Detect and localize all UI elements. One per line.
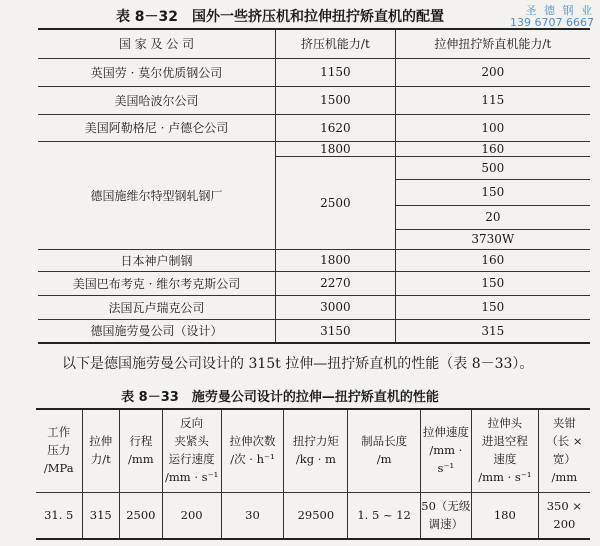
data-cell: 30 <box>221 493 284 540</box>
table-8-33 <box>36 408 590 540</box>
table-row <box>36 493 590 540</box>
header-cell: 拉伸 力/t <box>82 409 120 493</box>
extrusion: 2270 <box>276 271 396 295</box>
watermark-name: 圣 德 钢 业 <box>525 4 594 17</box>
stretch: 315 <box>481 323 505 338</box>
extrusion: 1150 <box>276 58 396 86</box>
company: 美国阿勒格尼 · 卢德仑公司 <box>38 114 276 141</box>
header-cell: 行程 /mm <box>120 409 163 493</box>
data-cell: 2500 <box>120 493 163 540</box>
table-row <box>38 86 590 114</box>
table-row <box>38 249 590 271</box>
header-cell: 工作 压力 /MPa <box>36 409 82 493</box>
stretch: 200 <box>395 58 590 86</box>
stretch: 150 <box>395 271 590 295</box>
table-row <box>38 295 590 319</box>
extrusion: 1500 <box>276 86 396 114</box>
table-row <box>38 271 590 295</box>
header-cell: 夹钳 （长 × 宽） /mm <box>538 409 590 493</box>
company: 美国哈波尔公司 <box>38 86 276 114</box>
table-header-row <box>38 29 590 58</box>
extrusion: 3000 <box>276 295 396 319</box>
stretch: 160 <box>395 141 590 156</box>
header-cell: 拉伸次数 /次 · h⁻¹ <box>221 409 284 493</box>
header-cell: 拉伸速度 /mm · s⁻¹ <box>420 409 471 493</box>
header-extrusion: 挤压机能力/t <box>276 29 396 58</box>
data-cell: 29500 <box>284 493 348 540</box>
header-cell: 拉伸头 进退空程 速度 /mm · s⁻¹ <box>471 409 538 493</box>
extrusion: 1800 <box>276 249 396 271</box>
stretch: 100 <box>395 114 590 141</box>
header-cell: 反向 夹紧头 运行速度 /mm · s⁻¹ <box>162 409 221 493</box>
header-cell: 扭拧力矩 /kg · m <box>284 409 348 493</box>
stretch: 500 <box>395 156 590 179</box>
data-cell: 180 <box>471 493 538 540</box>
data-cell: 50（无级 调速） <box>420 493 471 540</box>
body-paragraph: 以下是德国施劳曼公司设计的 315t 拉伸—扭拧矫直机的性能（表 8－33）。 <box>62 356 534 372</box>
stretch: 3730W <box>395 229 590 249</box>
stretch: 20 <box>395 205 590 229</box>
table2-title: 表 8－33 施劳曼公司设计的拉伸—扭拧矫直机的性能 <box>121 390 439 405</box>
stretch: 115 <box>395 86 590 114</box>
header-cell: 制品长度 /m <box>348 409 420 493</box>
header-company: 国 家 及 公 司 <box>38 29 276 58</box>
table1-title: 表 8－32 国外一些挤压机和拉伸扭拧矫直机的配置 <box>115 9 445 25</box>
company: 日本神户制钢 <box>38 249 276 271</box>
table-row <box>38 58 590 86</box>
stretch: 150 <box>395 179 590 205</box>
table-header-row <box>36 409 590 493</box>
extrusion: 1620 <box>276 114 396 141</box>
header-stretch: 拉伸扭拧矫直机能力/t <box>395 29 590 58</box>
company: 德国施劳曼公司（设计） <box>38 319 276 343</box>
extrusion: 3150 <box>276 319 396 343</box>
company: 英国劳 · 莫尔优质钢公司 <box>38 58 276 86</box>
data-cell: 315 <box>82 493 120 540</box>
watermark-phone: 139 6707 6667 <box>510 16 594 29</box>
company: 德国施维尔特型钢轧钢厂 <box>38 141 276 249</box>
stretch: 160 <box>395 249 590 271</box>
extrusion: 2500 <box>276 156 396 249</box>
company: 法国瓦卢瑞克公司 <box>38 295 276 319</box>
data-cell: 350 × 200 <box>546 498 582 531</box>
table-row <box>38 141 590 156</box>
table-row <box>38 319 590 343</box>
data-cell: 31. 5 <box>36 493 82 540</box>
table-8-32 <box>38 28 590 344</box>
table-row <box>38 114 590 141</box>
data-cell: 200 <box>162 493 221 540</box>
company: 美国巴布考克 · 维尔考克斯公司 <box>38 271 276 295</box>
extrusion: 1800 <box>276 141 396 156</box>
stretch: 150 <box>395 295 590 319</box>
data-cell: 1. 5 ~ 12 <box>348 493 420 540</box>
